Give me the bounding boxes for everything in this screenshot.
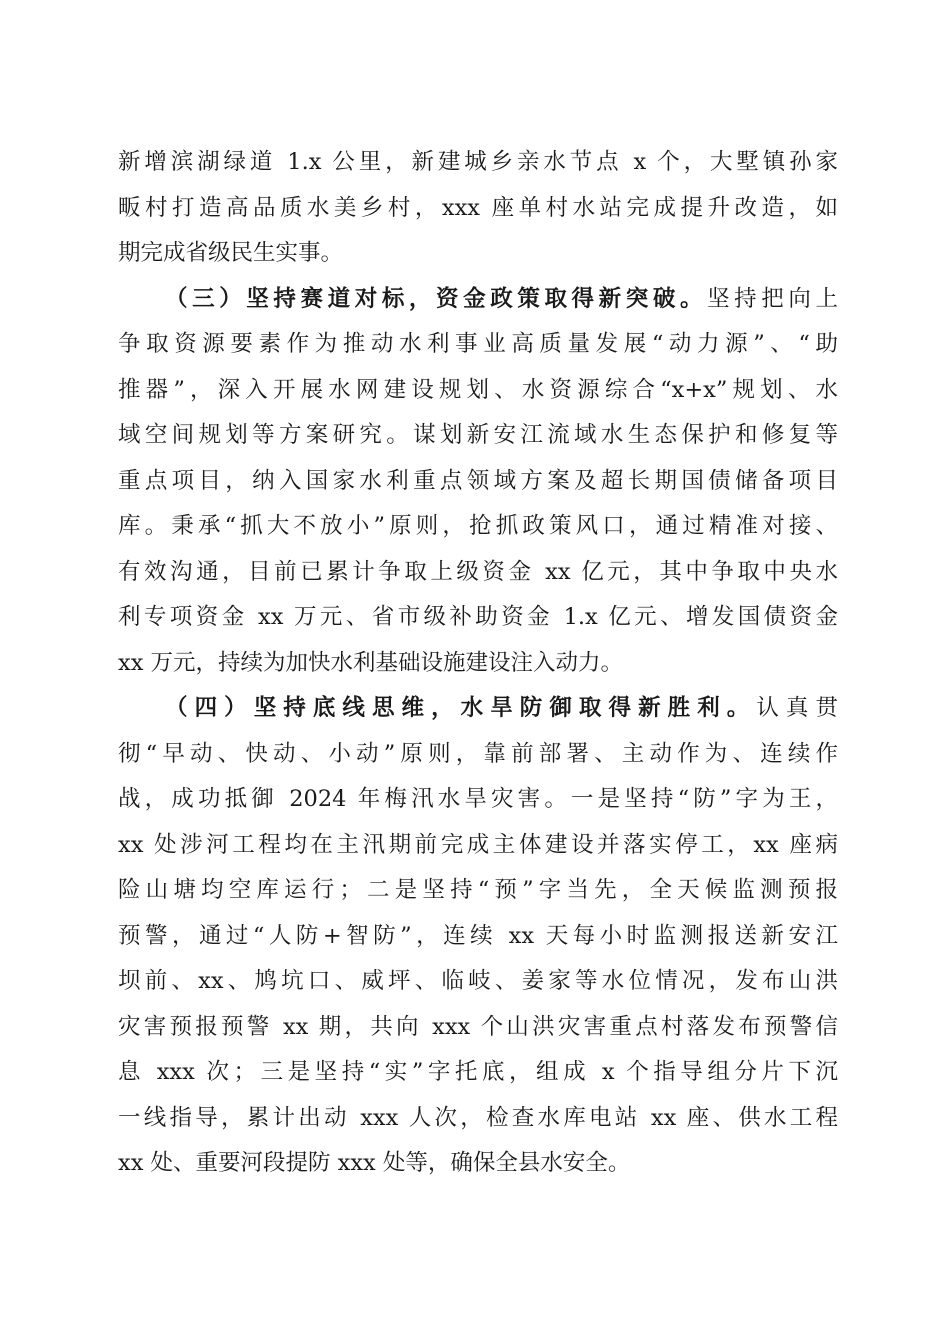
text-line: xx 万元，持续为加快水利基础设施建设注入动力。 [118, 649, 624, 676]
text-line: （三）坚持赛道对标，资金政策取得新突破。坚持把向上 [165, 285, 838, 312]
section-heading: （三）坚持赛道对标，资金政策取得新突破。 [165, 285, 708, 312]
text-line: 险山塘均空库运行；二是坚持“预”字当先，全天候监测预报 [118, 877, 838, 903]
text-line: 新增滨湖绿道 1.x 公里，新建城乡亲水节点 x 个，大墅镇孙家 [118, 149, 838, 175]
document-body [118, 140, 838, 1187]
text-line: 战，成功抵御 2024 年梅汛水旱灾害。一是坚持“防”字为王， [118, 786, 838, 812]
text-line: 息 xxx 次；三是坚持“实”字托底，组成 x 个指导组分片下沉 [118, 1059, 838, 1085]
text-line: 期完成省级民生实事。 [118, 240, 344, 266]
text-line: 争取资源要素作为推动水利事业高质量发展“动力源”、“助 [118, 331, 838, 357]
text-line: xx 处涉河工程均在主汛期前完成主体建设并落实停工，xx 座病 [118, 831, 838, 858]
text-line: 有效沟通，目前已累计争取上级资金 xx 亿元，其中争取中央水 [118, 558, 838, 585]
text-line: xx 处、重要河段提防 xxx 处等，确保全县水安全。 [118, 1150, 631, 1176]
section-heading: （四）坚持底线思维，水旱防御取得新胜利。 [165, 695, 757, 721]
text-line: 推器”，深入开展水网建设规划、水资源综合“x+x”规划、水 [118, 376, 838, 403]
text-line: 库。秉承“抓大不放小”原则，抢抓政策风口，通过精准对接、 [118, 513, 838, 539]
text-line: 利专项资金 xx 万元、省市级补助资金 1.x 亿元、增发国债资金 [118, 604, 838, 630]
text-line: 重点项目，纳入国家水利重点领域方案及超长期国债储备项目 [118, 467, 838, 494]
text-line: 畈村打造高品质水美乡村，xxx 座单村水站完成提升改造，如 [118, 194, 838, 221]
text-line: 彻“早动、快动、小动”原则，靠前部署、主动作为、连续作 [118, 740, 838, 767]
text-line: 域空间规划等方案研究。谋划新安江流域水生态保护和修复等 [118, 422, 838, 448]
text-line: 预警，通过“人防+智防”，连续 xx 天每小时监测报送新安江 [118, 922, 838, 949]
text-line: 一线指导，累计出动 xxx 人次，检查水库电站 xx 座、供水工程 [118, 1104, 838, 1131]
text-line: （四）坚持底线思维，水旱防御取得新胜利。认真贯 [165, 695, 838, 721]
text-line: 坝前、xx、鸠坑口、威坪、临岐、姜家等水位情况，发布山洪 [118, 968, 838, 994]
text-line: 灾害预报预警 xx 期，共向 xxx 个山洪灾害重点村落发布预警信 [118, 1013, 838, 1040]
